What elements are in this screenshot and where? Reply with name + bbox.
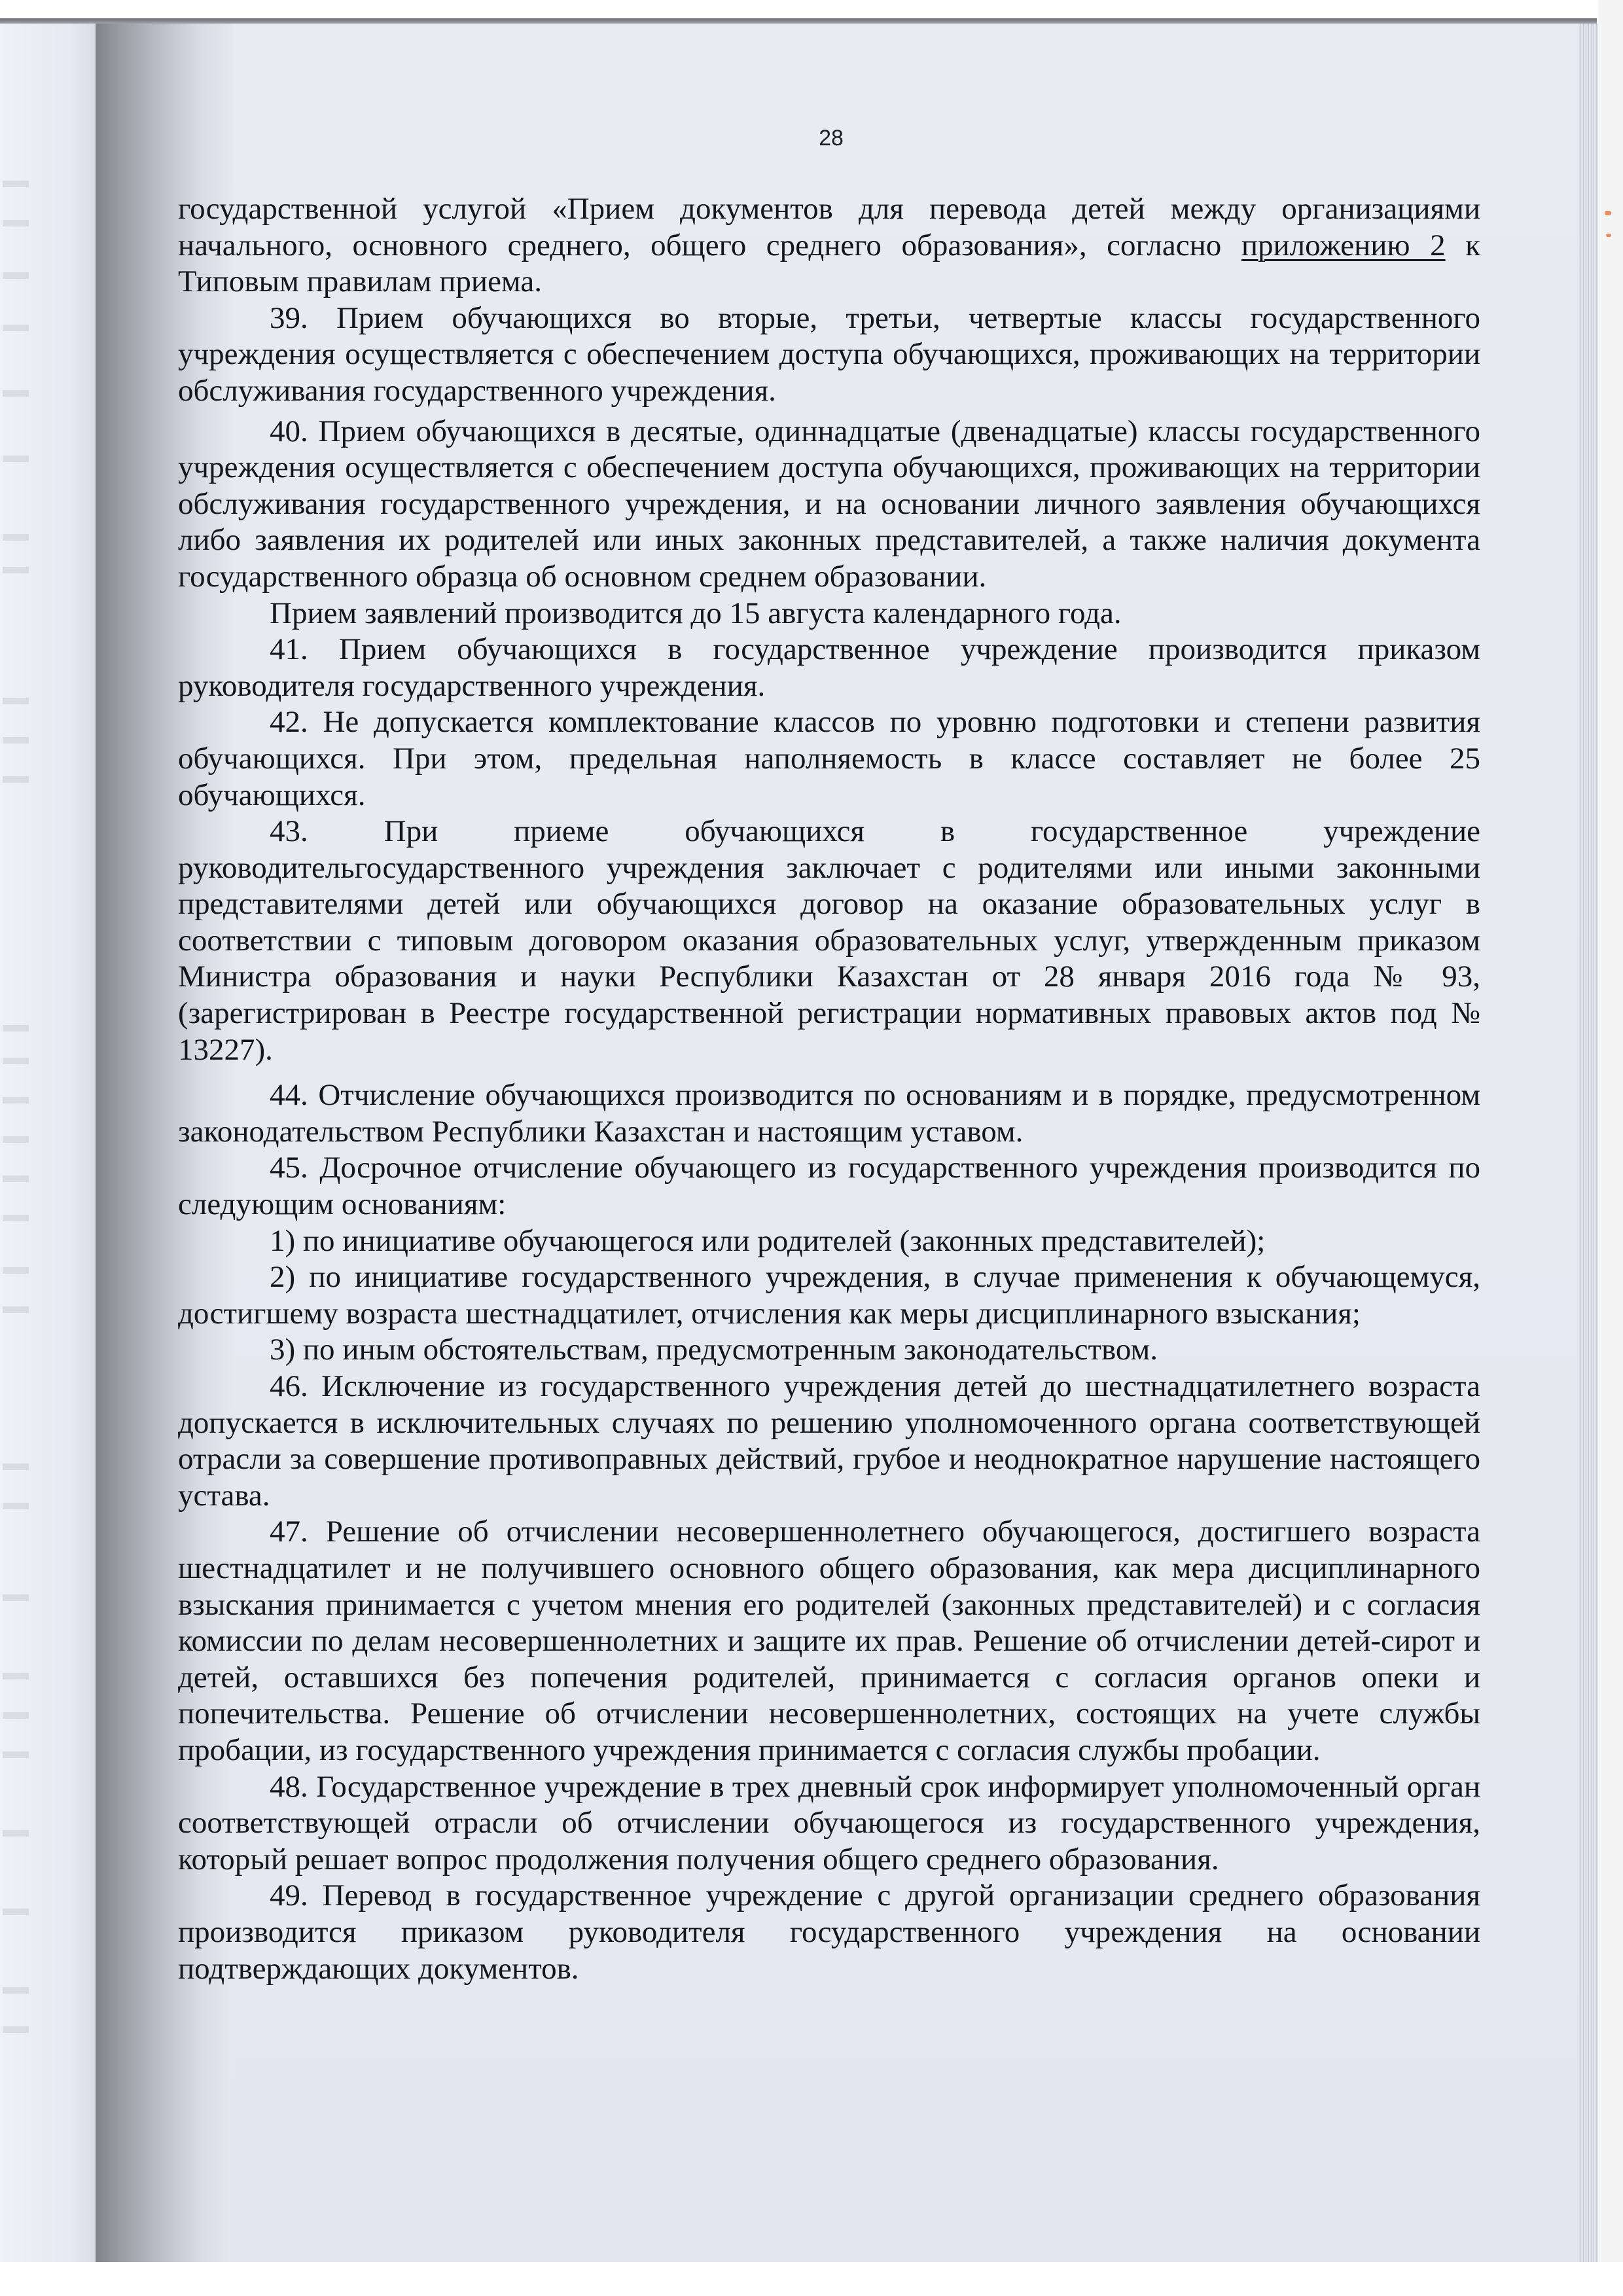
- document-body: [178, 191, 1480, 1987]
- paragraph-40-applications: Прием заявлений производится до 15 августа календарного года.: [270, 596, 1122, 630]
- ink-stain-mark: [1606, 234, 1611, 237]
- scan-top-margin: [0, 0, 1623, 18]
- paragraph-49: 49. Перевод в государственное учреждение с другой организации среднего образования производится приказом руководителя государственного учреждения на основании подтверждающих документов.: [178, 1878, 1480, 1986]
- scanner-edge-line: [0, 18, 1597, 24]
- list-item-45-3: 3) по иным обстоятельствам, предусмотренным законодательством.: [270, 1333, 1158, 1367]
- list-item-45-1: 1) по инициативе обучающегося или родителей (законных представителей);: [270, 1223, 1266, 1258]
- appendix-link[interactable]: приложению 2: [1241, 228, 1446, 262]
- paragraph-39: 39. Прием обучающихся во вторые, третьи, четвертые классы государственного учреждения осуществляется с обеспечением доступа обучающихся, проживающих на территории обслуживания государственного учреждения.: [178, 300, 1480, 408]
- facing-page-bleed-marks: [0, 24, 97, 2262]
- paragraph-46: 46. Исключение из государственного учреждения детей до шестнадцатилетнего возраста допускается в исключительных случаях по решению уполномоченного органа соответствующей отрасли за совершение противоправных действий, грубое и неоднократное нарушение настоящего устава.: [178, 1369, 1480, 1513]
- paragraph-41: 41. Прием обучающихся в государственное учреждение производится приказом руководителя государственного учреждения.: [178, 632, 1480, 703]
- paragraph-continuation: [178, 191, 1480, 300]
- paragraph-text: государственной услугой «Прием документов для перевода детей между организациями начального, основного среднего, общего среднего образования», согласно: [178, 192, 1480, 262]
- scan-bottom-margin: [0, 2262, 1623, 2296]
- paragraph-40: 40. Прием обучающихся в десятые, одиннадцатые (двенадцатые) классы государственного учреждения осуществляется с обеспечением доступа обучающихся, проживающих на территории обслуживания государственного учреждения, и на основании личного заявления обучающихся либо заявления их родителей или иных законных представителей, а также наличия документа государственного образца об основном среднем образовании.: [178, 414, 1480, 594]
- paragraph-text: к Типовым правилам приема.: [178, 228, 1480, 299]
- paragraph-42: 42. Не допускается комплектование классов по уровню подготовки и степени развития обучающихся. При этом, предельная наполняемость в классе составляет не более 25 обучающихся.: [178, 705, 1480, 812]
- paragraph-45: 45. Досрочное отчисление обучающего из государственного учреждения производится по следующим основаниям:: [178, 1151, 1480, 1222]
- scan-right-margin: [1598, 0, 1623, 2296]
- list-item-45-2: 2) по инициативе государственного учреждения, в случае применения к обучающемуся, достигшему возраста шестнадцатилет, отчисления как меры дисциплинарного взыскания;: [178, 1260, 1480, 1331]
- paragraph-48: 48. Государственное учреждение в трех дневный срок информирует уполномоченный орган соответствующей отрасли об отчислении обучающегося из государственного учреждения, который решает вопрос продолжения получения общего среднего образования.: [178, 1769, 1480, 1876]
- paragraph-47: 47. Решение об отчислении несовершеннолетнего обучающегося, достигшего возраста шестнадцатилет и не получившего основного общего образования, как мера дисциплинарного взыскания принимается с учетом мнения его родителей (законных представителей) и с согласия комиссии по делам несовершеннолетних и защите их прав. Решение об отчислении детей-сирот и детей, оставшихся без попечения родителей, принимается с согласия органов опеки и попечительства. Решение об отчислении несовершеннолетних, состоящих на учете службы пробации, из государственного учреждения принимается с согласия службы пробации.: [178, 1515, 1480, 1767]
- paragraph-44: 44. Отчисление обучающихся производится по основаниям и в порядке, предусмотренном законодательством Республики Казахстан и настоящим уставом.: [178, 1078, 1480, 1149]
- page-number: 28: [819, 126, 844, 151]
- ink-stain-mark: [1605, 211, 1611, 215]
- paragraph-43: 43. При приеме обучающихся в государственное учреждение руководительгосударственного учреждения заключает с родителями или иными законными представителями детей или обучающихся договор на оказание образовательных услуг в соответствии с типовым договором оказания образовательных услуг, утвержденным приказом Министра образования и науки Республики Казахстан от 28 января 2016 года № 93, (зарегистрирован в Реестре государственной регистрации нормативных правовых актов под № 13227).: [178, 814, 1480, 1067]
- facing-page-edge: [0, 24, 97, 2262]
- stacked-page-edges: [1578, 24, 1598, 2262]
